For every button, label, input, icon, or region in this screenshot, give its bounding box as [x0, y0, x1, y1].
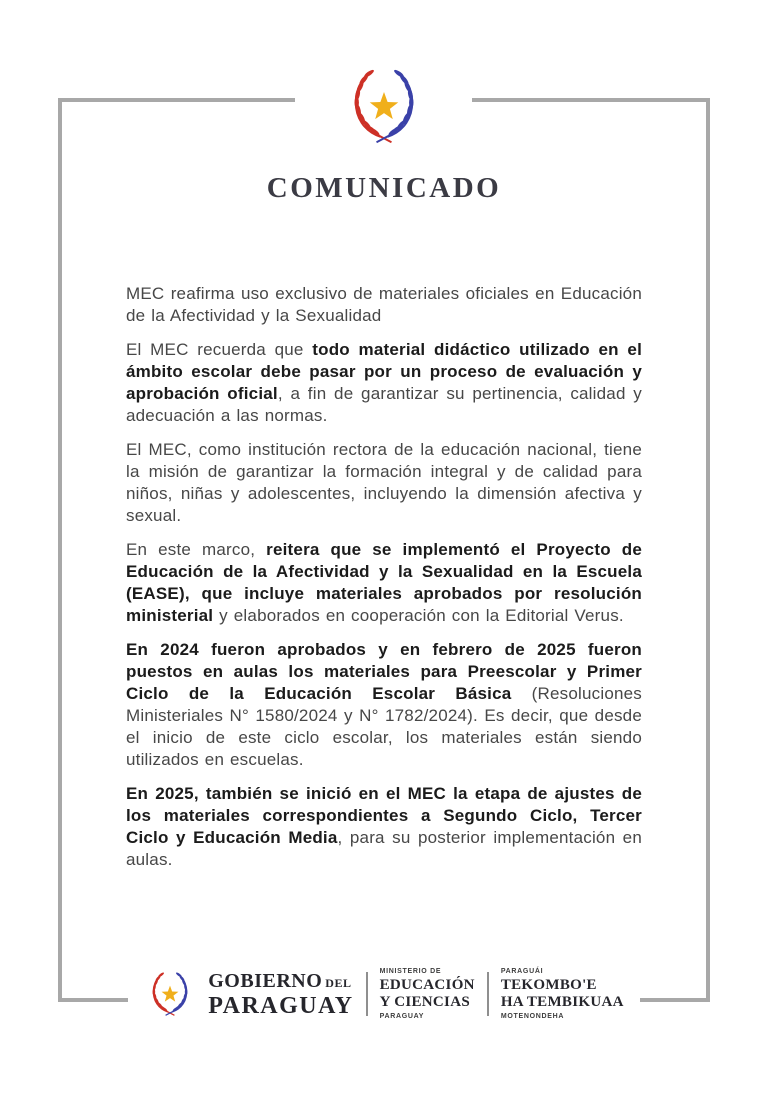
text-segment: El MEC, como institución rectora de la educación nacional, tiene la misión de garantizar la formación integral y de calidad para niños, niñas y adolescentes, incluyendo la dimensión afectiva y sexual. — [126, 440, 642, 525]
guarani-small-top: PARAGUÁI — [500, 968, 544, 975]
bold-text-segment: En 2024 fueron aprobados y en febrero de 2025 fueron puestos en aulas los materiales para Preescolar y Primer Ciclo de la Educación Escolar Básica — [126, 640, 642, 703]
text-segment: En este marco, — [126, 540, 267, 559]
body-text — [126, 283, 642, 883]
text-segment: El MEC recuerda que — [126, 340, 313, 359]
bold-text-segment: todo material didáctico utilizado en el ámbito escolar debe pasar por un proceso de evaluación y aprobación oficial — [126, 340, 643, 403]
paraguay-word: PARAGUAY — [208, 992, 354, 1019]
paragraph — [126, 339, 642, 427]
ministry-small-bottom: PARAGUAY — [379, 1013, 425, 1020]
government-logo-lockup — [0, 968, 768, 1020]
paraguay-coat-of-arms-icon — [340, 66, 428, 148]
text-segment: (Resoluciones Ministeriales N° 1580/2024 y N° 1782/2024). Es decir, que desde el inicio de este ciclo escolar, los materiales están siendo utilizados en escuelas. — [126, 684, 642, 769]
paraguay-coat-of-arms-small-icon — [144, 970, 196, 1019]
paragraph — [126, 439, 642, 527]
gobierno-word: GOBIERNO — [208, 969, 323, 992]
ministry-block — [380, 968, 475, 1020]
bold-text-segment: En 2025, también se inició en el MEC la etapa de ajustes de los materiales correspondientes a Segundo Ciclo, Tercer Ciclo y Educación Media — [126, 784, 642, 847]
text-segment: , a fin de garantizar su pertinencia, calidad y adecuación a las normas. — [126, 384, 642, 425]
ministry-line1: EDUCACIÓN — [379, 976, 475, 993]
ministry-line2: Y CIENCIAS — [379, 994, 470, 1010]
text-segment: y elaborados en cooperación con la Editorial Verus. — [213, 606, 624, 625]
paragraph — [126, 783, 642, 871]
footer-divider — [487, 972, 489, 1016]
bold-text-segment: reitera que se implementó el Proyecto de Educación de la Afectividad y la Sexualidad en la Escuela (EASE), que incluye materiales aprobados por resolución ministerial — [126, 540, 642, 625]
guarani-block — [501, 968, 624, 1020]
gobierno-del-paraguay-wordmark — [208, 971, 353, 1018]
del-word: DEL — [325, 975, 352, 990]
guarani-small-bottom: MOTENONDEHA — [500, 1013, 565, 1020]
guarani-line1: TEKOMBO'E — [500, 976, 597, 993]
text-segment: , para su posterior implementación en aulas. — [126, 828, 642, 869]
text-segment: MEC reafirma uso exclusivo de materiales oficiales en Educación de la Afectividad y la Sexualidad — [126, 284, 642, 325]
guarani-line2: HA TEMBIKUAA — [500, 994, 624, 1010]
gobierno-line — [208, 971, 353, 991]
page-title: COMUNICADO — [266, 172, 502, 204]
paragraph — [126, 639, 642, 771]
paragraph-intro — [126, 283, 642, 327]
footer-divider — [366, 972, 368, 1016]
ministry-small-top: MINISTERIO DE — [379, 968, 442, 975]
paragraph — [126, 539, 642, 627]
